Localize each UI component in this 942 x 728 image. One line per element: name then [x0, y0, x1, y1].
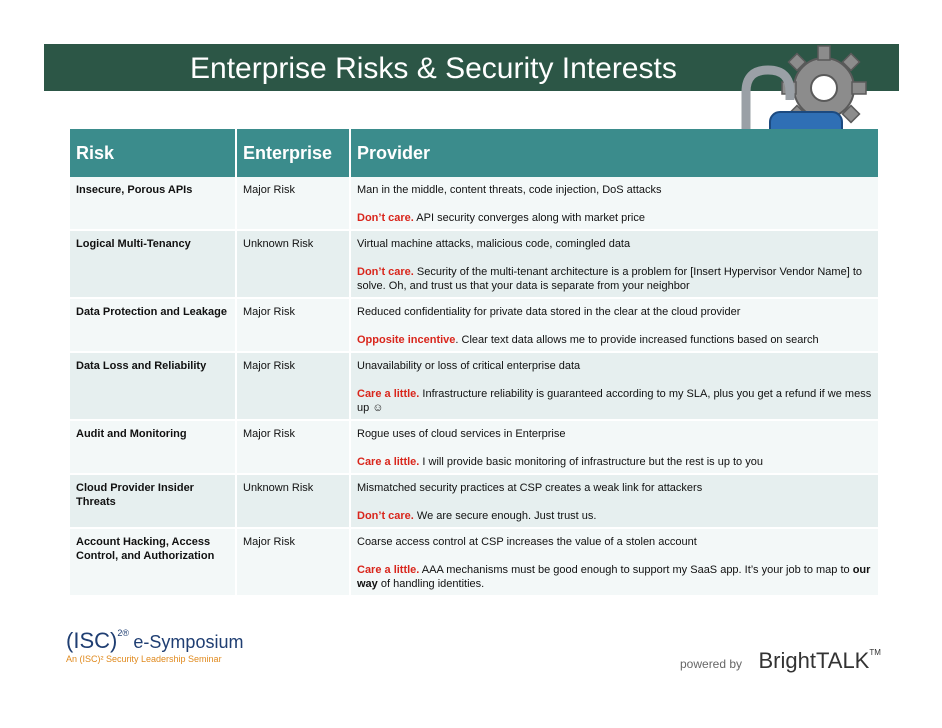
brighttalk-logo: [680, 648, 881, 674]
provider-cell: [350, 474, 879, 528]
provider-comment: We are secure enough. Just trust us.: [413, 510, 597, 522]
provider-comment: Infrastructure reliability is guaranteed according to my SLA, plus you get a refund if we mess up ☺: [357, 388, 872, 414]
table-row: [70, 528, 879, 596]
provider-stance: Opposite incentive: [357, 334, 456, 346]
isc-logo-sup: 2®: [117, 628, 129, 638]
provider-comment: API security converges along with market price: [413, 212, 645, 224]
risk-cell: Logical Multi-Tenancy: [70, 230, 236, 298]
esymposium-text: e-Symposium: [133, 632, 244, 652]
table-row: [70, 177, 879, 230]
brighttalk-text: BrightTALK: [758, 648, 870, 673]
provider-stance: Don’t care.: [357, 266, 414, 278]
provider-stance: Don’t care.: [357, 212, 414, 224]
provider-comment: I will provide basic monitoring of infrastructure but the rest is up to you: [419, 456, 763, 468]
enterprise-cell: Major Risk: [236, 352, 350, 420]
provider-cell: [350, 298, 879, 352]
provider-issue: Reduced confidentiality for private data stored in the clear at the cloud provider: [357, 306, 741, 318]
provider-issue: Unavailability or loss of critical enterprise data: [357, 360, 581, 372]
provider-response: [357, 563, 872, 591]
provider-response: [357, 455, 872, 469]
provider-comment: Security of the multi-tenant architecture is a problem for [Insert Hypervisor Vendor Name] to solve. Oh, and trust us that your data is separate from your neighbor: [357, 266, 862, 292]
header-provider: Provider: [350, 129, 879, 177]
provider-comment: AAA mechanisms must be good enough to support my SaaS app. It’s your job to map to: [419, 564, 853, 576]
provider-comment-bold: our way: [357, 564, 871, 590]
provider-response: [357, 509, 872, 523]
provider-stance: Care a little.: [357, 564, 420, 576]
enterprise-cell: Major Risk: [236, 420, 350, 474]
risk-cell: Data Loss and Reliability: [70, 352, 236, 420]
table-row: [70, 230, 879, 298]
isc-logo-text: (ISC): [66, 628, 118, 653]
provider-response: [357, 265, 872, 293]
provider-issue: Rogue uses of cloud services in Enterprise: [357, 428, 566, 440]
provider-comment-tail: of handling identities.: [377, 578, 485, 590]
risk-cell: Data Protection and Leakage: [70, 298, 236, 352]
provider-cell: [350, 420, 879, 474]
enterprise-cell: Unknown Risk: [236, 230, 350, 298]
provider-cell: [350, 352, 879, 420]
slide-title: Enterprise Risks & Security Interests: [190, 52, 677, 85]
table-row: [70, 352, 879, 420]
provider-issue: Coarse access control at CSP increases the value of a stolen account: [357, 536, 697, 548]
provider-response: [357, 211, 872, 225]
isc-tagline: An (ISC)² Security Leadership Seminar: [66, 654, 222, 664]
provider-cell: [350, 528, 879, 596]
table-header-row: [70, 129, 879, 177]
provider-stance: Don’t care.: [357, 510, 414, 522]
provider-response: [357, 333, 872, 347]
table-row: [70, 420, 879, 474]
provider-cell: [350, 177, 879, 230]
provider-issue: Mismatched security practices at CSP creates a weak link for attackers: [357, 482, 703, 494]
enterprise-cell: Unknown Risk: [236, 474, 350, 528]
brighttalk-tm: TM: [869, 648, 881, 657]
table-row: [70, 474, 879, 528]
powered-by-text: powered by: [680, 657, 743, 671]
header-risk: Risk: [70, 129, 236, 177]
risk-cell: Audit and Monitoring: [70, 420, 236, 474]
enterprise-cell: Major Risk: [236, 177, 350, 230]
risk-table: [70, 129, 880, 597]
table-row: [70, 298, 879, 352]
provider-stance: Care a little.: [357, 388, 420, 400]
enterprise-cell: Major Risk: [236, 298, 350, 352]
provider-issue: Man in the middle, content threats, code injection, DoS attacks: [357, 184, 662, 196]
risk-cell: Cloud Provider Insider Threats: [70, 474, 236, 528]
provider-response: [357, 387, 872, 415]
risk-cell: Account Hacking, Access Control, and Authorization: [70, 528, 236, 596]
isc-logo: [66, 628, 243, 664]
provider-issue: Virtual machine attacks, malicious code, comingled data: [357, 238, 631, 250]
provider-cell: [350, 230, 879, 298]
risk-cell: Insecure, Porous APIs: [70, 177, 236, 230]
enterprise-cell: Major Risk: [236, 528, 350, 596]
header-enterprise: Enterprise: [236, 129, 350, 177]
provider-stance: Care a little.: [357, 456, 420, 468]
provider-comment: . Clear text data allows me to provide increased functions based on search: [455, 334, 819, 346]
